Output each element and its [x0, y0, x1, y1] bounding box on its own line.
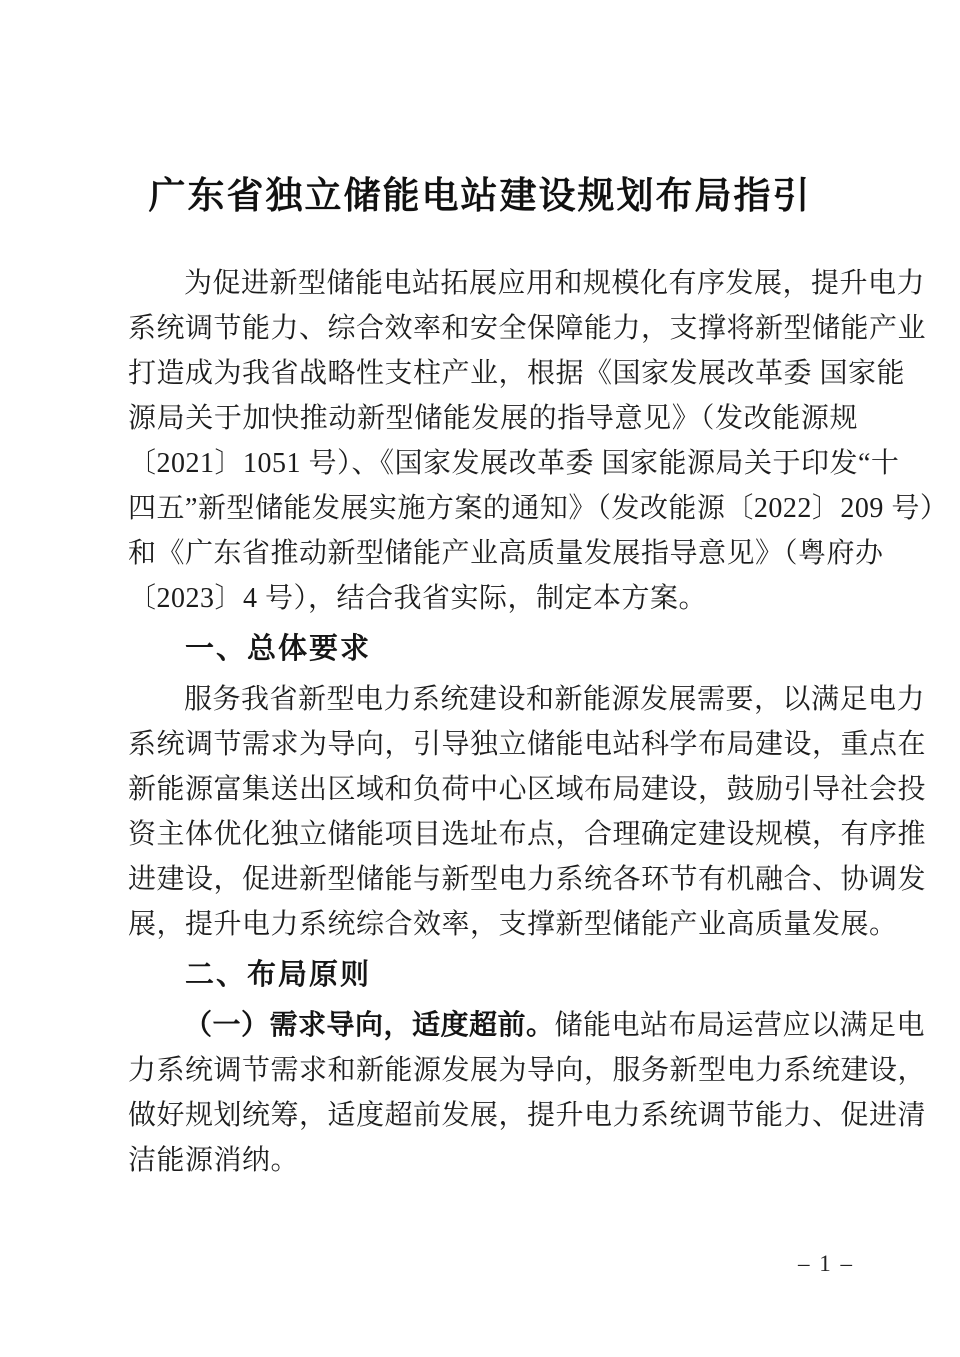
paragraph-line: 〔2021〕1051 号）、《国家发展改革委 国家能源局关于印发“十 — [128, 448, 900, 479]
document-title: 广东省独立储能电站建设规划布局指引 — [148, 176, 812, 217]
paragraph-line: 〔2023〕4 号），结合我省实际，制定本方案。 — [128, 583, 708, 614]
paragraph-line — [128, 1003, 926, 1048]
paragraph-line: 新能源富集送出区域和负荷中心区域布局建设，鼓励引导社会投 — [128, 774, 927, 805]
paragraph-line: 为促进新型储能电站拓展应用和规模化有序发展，提升电力 — [184, 268, 926, 299]
paragraph-line: 力系统调节需求和新能源发展为导向，服务新型电力系统建设， — [128, 1055, 927, 1086]
section-heading-layout-principles: 二、布局原则 — [185, 959, 372, 991]
paragraph-line: 打造成为我省战略性支柱产业，根据《国家发展改革委 国家能 — [128, 358, 906, 389]
paragraph-line: 系统调节能力、综合效率和安全保障能力，支撑将新型储能产业 — [128, 313, 927, 344]
paragraph-line: 洁能源消纳。 — [128, 1145, 300, 1176]
page-number: – 1 – — [798, 1251, 854, 1276]
paragraph-line: 展，提升电力系统综合效率，支撑新型储能产业高质量发展。 — [128, 909, 898, 940]
list-item-lead: （一）需求导向，适度超前。 — [184, 1010, 555, 1041]
paragraph-line: 服务我省新型电力系统建设和新能源发展需要，以满足电力 — [184, 684, 926, 715]
paragraph-line: 四五”新型储能发展实施方案的通知》（发改能源〔2022〕209 号） — [128, 493, 949, 524]
paragraph-line: 资主体优化独立储能项目选址布点，合理确定建设规模，有序推 — [128, 819, 927, 850]
paragraph-line: 进建设，促进新型储能与新型电力系统各环节有机融合、协调发 — [128, 864, 927, 895]
document-body — [128, 261, 949, 1183]
section-heading-overall-requirements: 一、总体要求 — [185, 633, 372, 665]
paragraph-line: 系统调节需求为导向，引导独立储能电站科学布局建设，重点在 — [128, 729, 927, 760]
paragraph-line: 做好规划统筹，适度超前发展，提升电力系统调节能力、促进清 — [128, 1100, 927, 1131]
list-item-text: 储能电站布局运营应以满足电 — [554, 1010, 926, 1041]
paragraph-line: 源局关于加快推动新型储能发展的指导意见》（发改能源规 — [128, 403, 858, 434]
paragraph-line: 和《广东省推动新型储能产业高质量发展指导意见》（粤府办 — [128, 538, 884, 569]
